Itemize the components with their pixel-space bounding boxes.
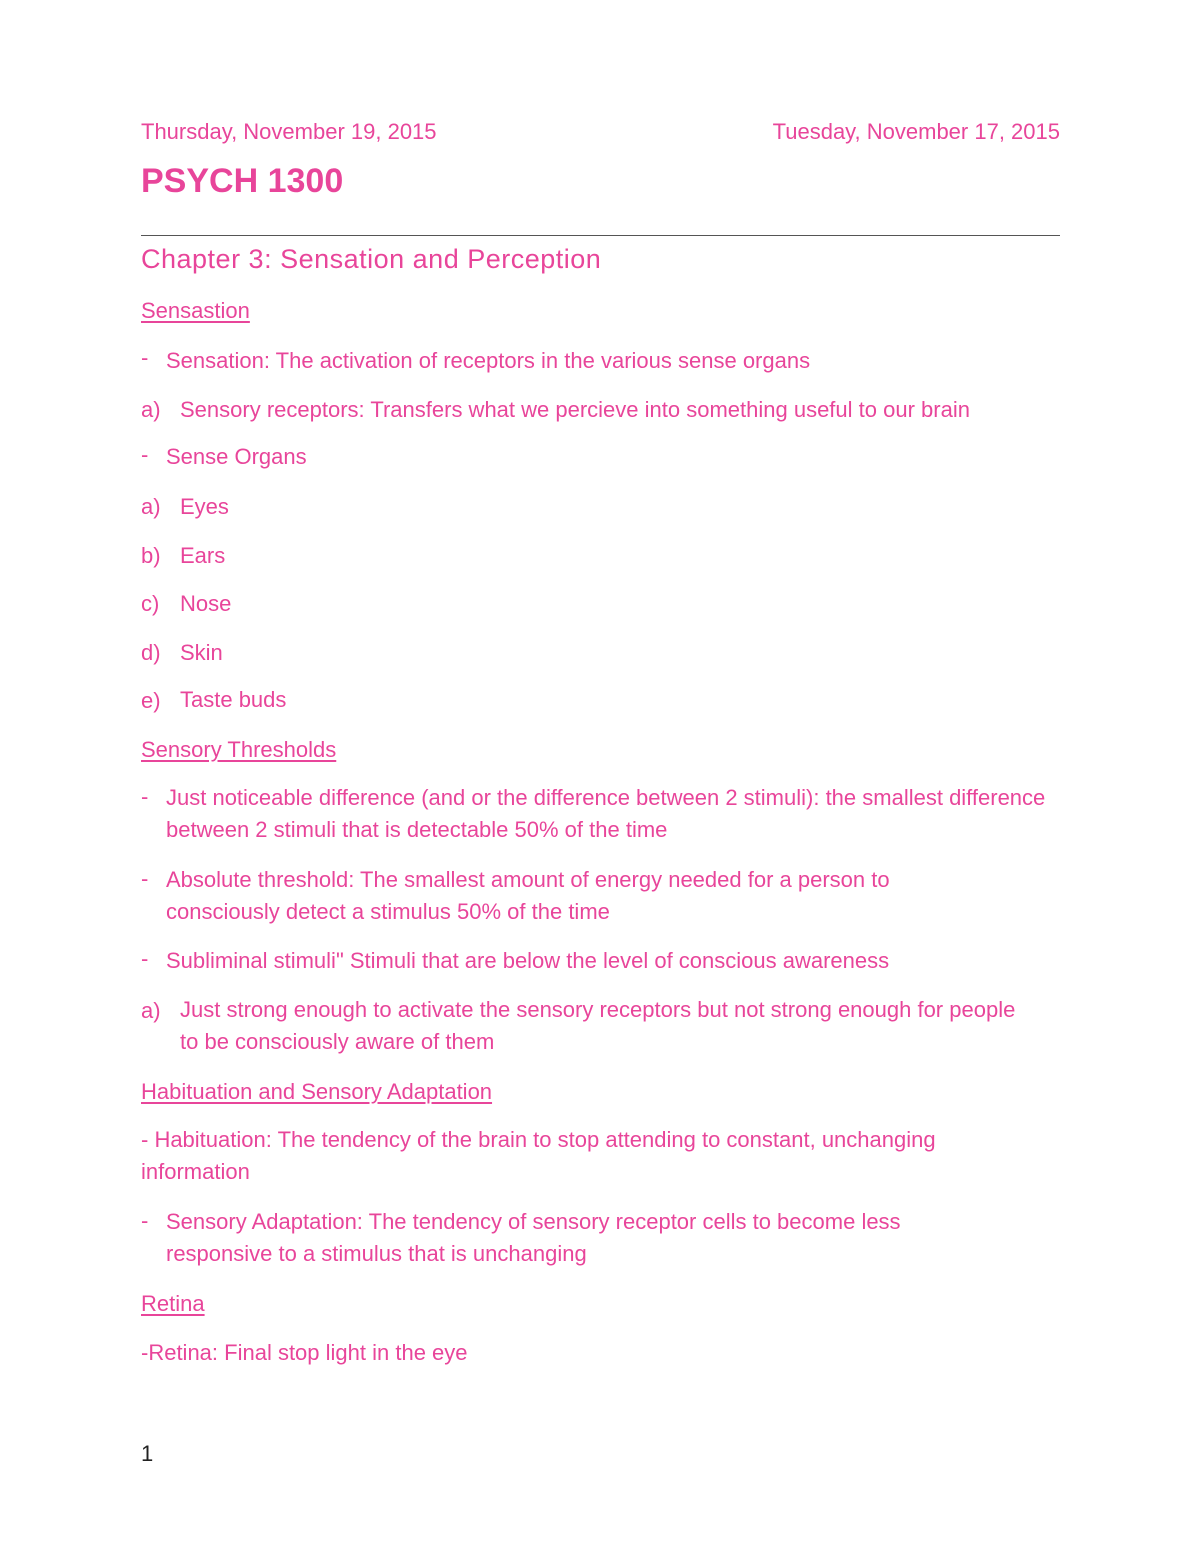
section-heading-retina: Retina — [141, 1291, 205, 1316]
list-item: Sensation: The activation of receptors in the various sense organs — [166, 348, 811, 373]
section-heading-sensation: Sensastion — [141, 298, 250, 323]
list-item: Taste buds — [180, 687, 287, 712]
bullet-dash: - — [141, 866, 149, 891]
list-item: Just noticeable difference (and or the difference between 2 stimuli): the smallest difference between 2 stimuli that is detectable 50% of the time — [166, 785, 1046, 842]
bullet-dash: - — [141, 345, 149, 370]
section-heading-thresholds: Sensory Thresholds — [141, 737, 337, 762]
bullet-dash: - — [141, 442, 149, 467]
horizontal-divider — [141, 235, 1060, 236]
list-item: Eyes — [180, 494, 229, 519]
list-item: Nose — [180, 591, 232, 616]
list-item: Sensory Adaptation: The tendency of sensory receptor cells to become less responsive to a stimulus that is unchanging — [166, 1209, 901, 1266]
chapter-title: Chapter 3: Sensation and Perception — [141, 244, 602, 274]
section-heading-habituation: Habituation and Sensory Adaptation — [141, 1079, 493, 1104]
bullet-dash: - — [141, 784, 149, 809]
list-marker: a) — [141, 998, 161, 1023]
list-item: Sense Organs — [166, 444, 307, 469]
list-marker: c) — [141, 591, 160, 616]
bullet-dash: - — [141, 1208, 149, 1233]
list-item: -Retina: Final stop light in the eye — [141, 1340, 468, 1365]
list-item: Sensory receptors: Transfers what we percieve into something useful to our brain — [180, 397, 970, 422]
page-number: 1 — [141, 1441, 154, 1466]
list-item: Subliminal stimuli" Stimuli that are below the level of conscious awareness — [166, 948, 890, 973]
list-marker: e) — [141, 688, 161, 713]
list-marker: d) — [141, 640, 161, 665]
list-item: - Habituation: The tendency of the brain to stop attending to constant, unchanging information — [141, 1127, 936, 1184]
list-item: Ears — [180, 543, 226, 568]
course-title: PSYCH 1300 — [141, 162, 344, 200]
bullet-dash: - — [141, 946, 149, 971]
list-marker: b) — [141, 543, 161, 568]
list-marker: a) — [141, 494, 161, 519]
list-marker: a) — [141, 397, 161, 422]
list-item: Just strong enough to activate the sensory receptors but not strong enough for people to be consciously aware of them — [180, 997, 1016, 1054]
date-left: Thursday, November 19, 2015 — [141, 119, 437, 144]
date-right: Tuesday, November 17, 2015 — [772, 119, 1060, 144]
list-item: Skin — [180, 640, 223, 665]
list-item: Absolute threshold: The smallest amount of energy needed for a person to consciously detect a stimulus 50% of the time — [166, 867, 890, 924]
